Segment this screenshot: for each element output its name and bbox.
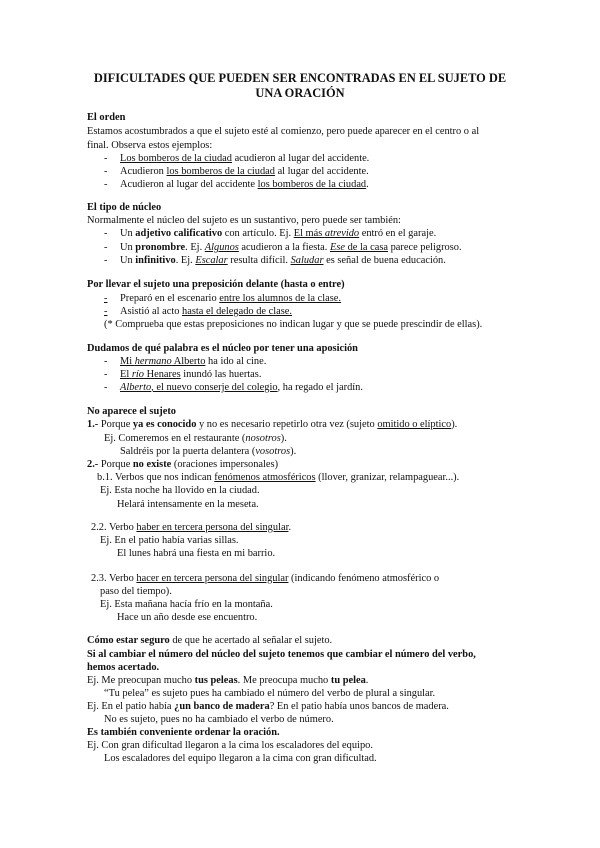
seguro-example-1-note: “Tu pelea” es sujeto pues ha cambiado el número del verbo de plural a singular. [104,688,436,699]
orden-example-1: - Los bomberos de la ciudad acudieron al lugar del accidente. [104,153,370,164]
seguro-example-1: Ej. Me preocupan mucho tus peleas. Me preocupa mucho tu pelea. [87,675,369,686]
seguro-rule-line-1: Si al cambiar el número del núcleo del sujeto tenemos que cambiar el número del verbo, [87,649,476,660]
no-aparece-b1-example-1: Ej. Esta noche ha llovido en la ciudad. [100,485,260,496]
seguro-example-3: Ej. Con gran dificultad llegaron a la cima los escaladores del equipo. [87,740,373,751]
seguro-ordenar: Es también conveniente ordenar la oración. [87,727,280,738]
no-aparece-b3: 2.3. Verbo hacer en tercera persona del singular (indicando fenómeno atmosférico o [91,573,440,584]
no-aparece-b2-example-2: El lunes habrá una fiesta en mi barrio. [117,548,276,559]
seguro-question: Cómo estar seguro de que he acertado al señalar el sujeto. [87,635,333,646]
no-aparece-b2: 2.2. Verbo haber en tercera persona del singular. [91,522,292,533]
no-aparece-b1-example-2: Helará intensamente en la meseta. [117,499,259,510]
title-line-1: DIFICULTADES QUE PUEDEN SER ENCONTRADAS EN EL SUJETO DE [93,71,507,85]
no-aparece-b2-example-1: Ej. En el patio había varias sillas. [100,535,239,546]
section-heading-aposicion: Dudamos de qué palabra es el núcleo por tener una aposición [87,343,358,354]
no-aparece-point-1: 1.- Porque ya es conocido y no es necesario repetirlo otra vez (sujeto omitido o elíptico). [87,419,458,430]
section-heading-orden: El orden [87,112,126,123]
seguro-example-3b: Los escaladores del equipo llegaron a la cima con gran dificultad. [104,753,377,764]
section-heading-nucleo: El tipo de núcleo [87,202,162,213]
section-heading-no-aparece: No aparece el sujeto [87,406,176,417]
nucleo-intro: Normalmente el núcleo del sujeto es un sustantivo, pero puede ser también: [87,215,401,226]
orden-example-2: - Acudieron los bomberos de la ciudad al lugar del accidente. [104,166,369,177]
no-aparece-b1: b.1. Verbos que nos indican fenómenos atmosféricos (llover, granizar, relampaguear...). [97,472,460,483]
orden-intro-line-2: final. Observa estos ejemplos: [87,140,213,151]
nucleo-example-pronombre: - Un pronombre. Ej. Algunos acudieron a la fiesta. Ese de la casa parece peligroso. [104,242,462,253]
preposicion-example-1: - Preparó en el escenario entre los alumnos de la clase. [104,293,342,304]
title-line-2: UNA ORACIÓN [255,86,345,100]
no-aparece-b3-example-1: Ej. Esta mañana hacía frío en la montaña. [100,599,273,610]
seguro-example-2-note: No es sujeto, pues no ha cambiado el verbo de número. [104,714,334,725]
aposicion-example-1: - Mi hermano Alberto ha ido al cine. [104,356,267,367]
no-aparece-p1-example-2: Saldréis por la puerta delantera (vosotros). [120,446,297,457]
seguro-rule-line-2: hemos acertado. [87,662,160,673]
section-heading-preposicion: Por llevar el sujeto una preposición delante (hasta o entre) [87,279,345,290]
preposicion-note: (* Comprueba que estas preposiciones no indican lugar y que se puede prescindir de ellas). [104,319,483,330]
orden-example-3: - Acudieron al lugar del accidente los bomberos de la ciudad. [104,179,369,190]
aposicion-example-3: - Alberto, el nuevo conserje del colegio, ha regado el jardín. [104,382,363,393]
page-title [60,71,540,101]
orden-intro-line-1: Estamos acostumbrados a que el sujeto esté al comienzo, pero puede aparecer en el centro o al [87,126,480,137]
aposicion-example-2: - El río Henares inundó las huertas. [104,369,262,380]
no-aparece-point-2: 2.- Porque no existe (oraciones impersonales) [87,459,279,470]
no-aparece-p1-example-1: Ej. Comeremos en el restaurante (nosotros). [104,433,287,444]
preposicion-example-2: - Asistió al acto hasta el delegado de clase. [104,306,292,317]
seguro-example-2: Ej. En el patio había ¿un banco de madera? En el patio había unos bancos de madera. [87,701,449,712]
nucleo-example-infinitivo: - Un infinitivo. Ej. Escalar resulta difícil. Saludar es señal de buena educación. [104,255,446,266]
no-aparece-b3-example-2: Hace un año desde ese encuentro. [117,612,258,623]
nucleo-example-adjetivo: - Un adjetivo calificativo con artículo. Ej. El más atrevido entró en el garaje. [104,228,437,239]
no-aparece-b3-continuation: paso del tiempo). [100,586,172,597]
